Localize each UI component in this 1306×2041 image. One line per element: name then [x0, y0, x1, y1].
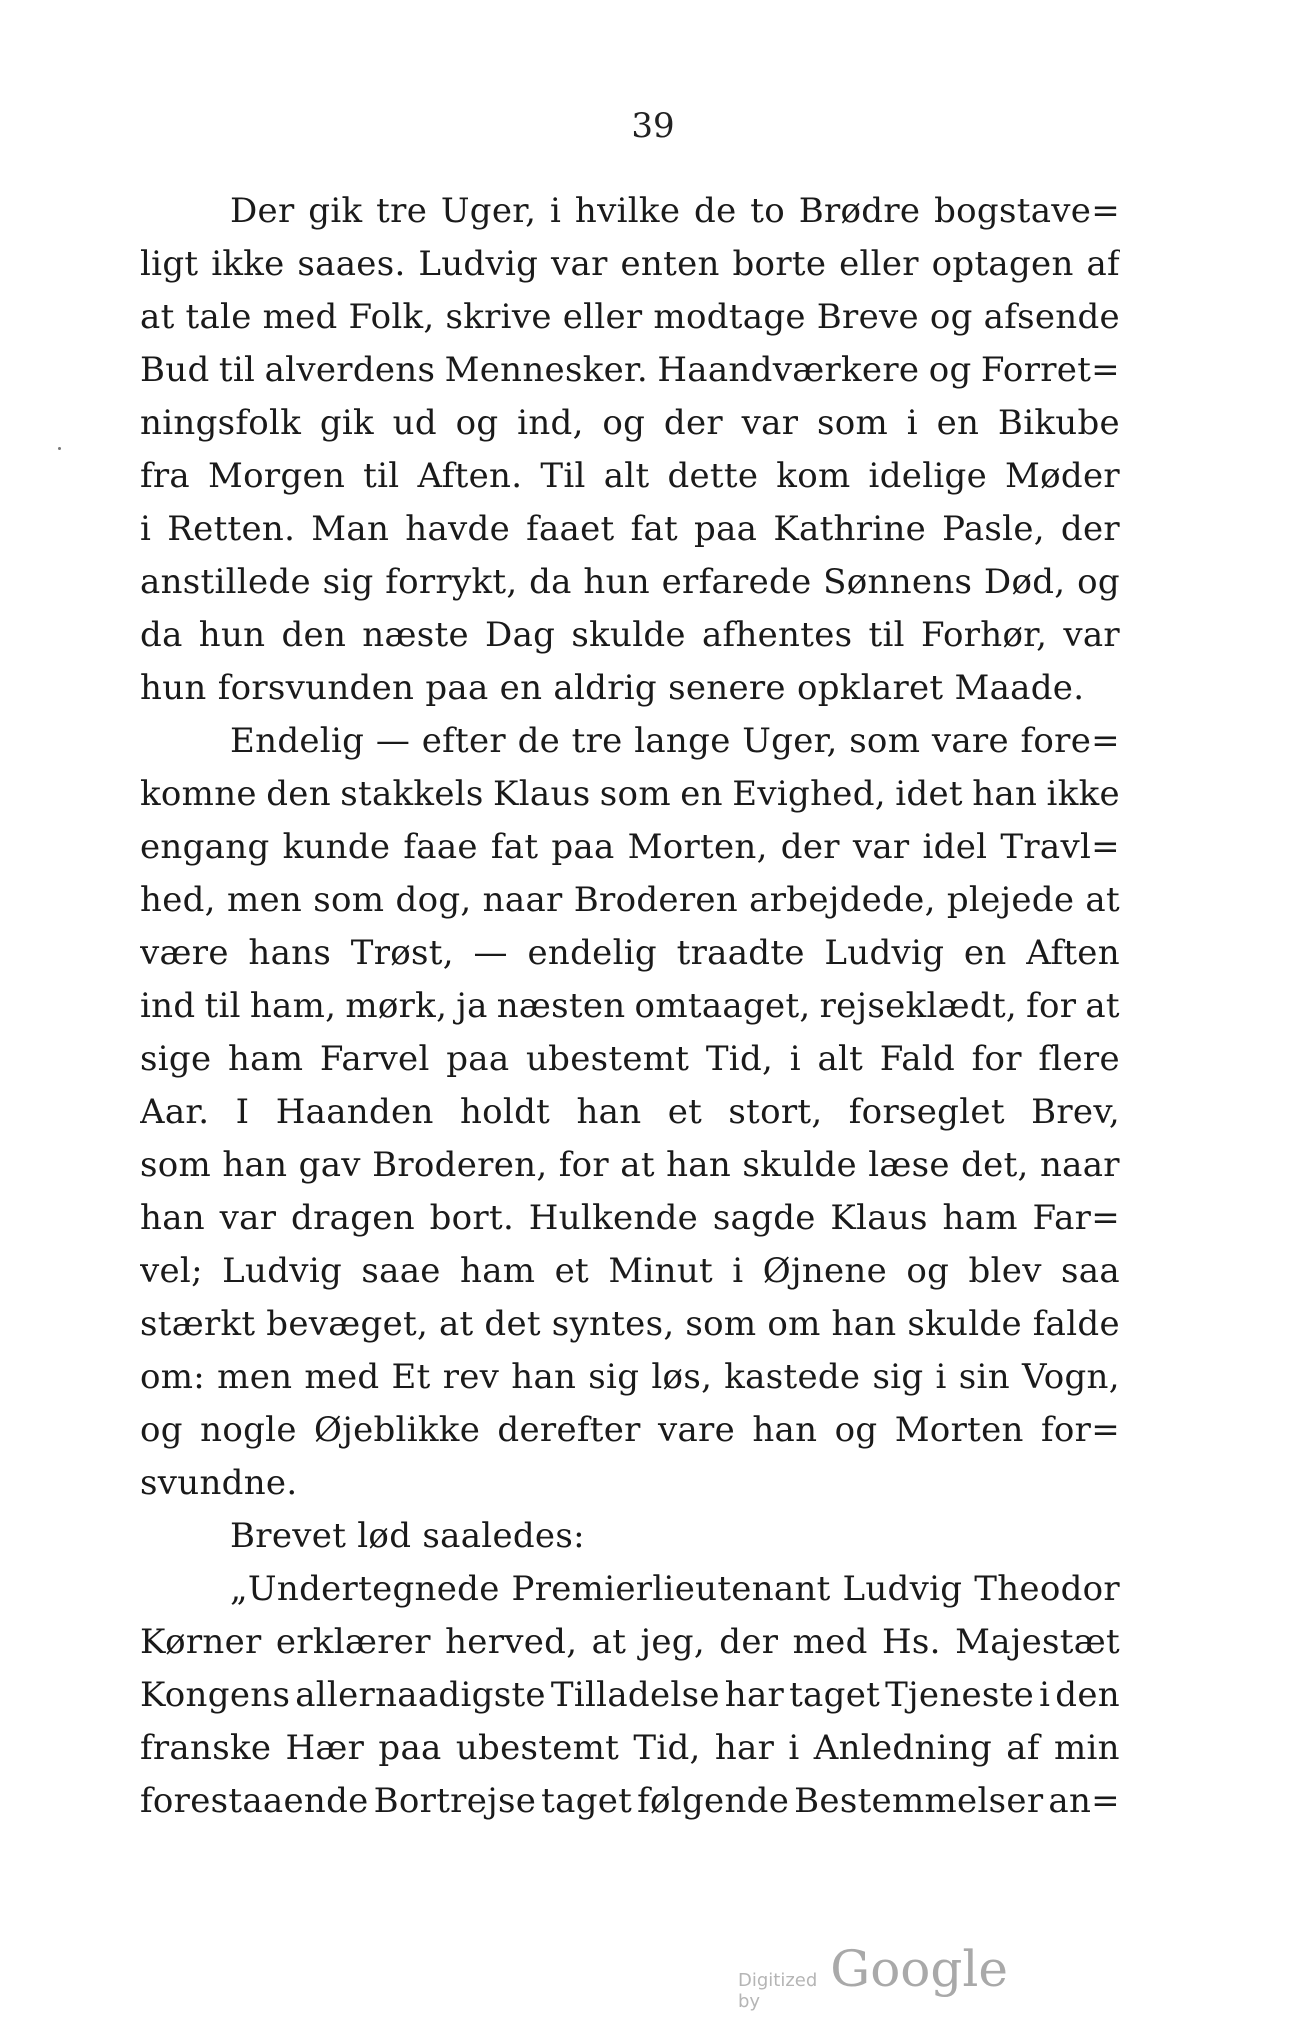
text-line: hed, men som dog, naar Broderen arbejdede, plejede at: [140, 880, 1120, 920]
text-line: om: men med Et rev han sig løs, kastede sig i sin Vogn,: [140, 1357, 1120, 1397]
text-line: hun forsvunden paa en aldrig senere opklaret Maade.: [140, 668, 1085, 708]
text-line: og nogle Øjeblikke derefter vare han og Morten for=: [140, 1410, 1120, 1450]
watermark-prefix: Digitized by: [738, 1970, 818, 2012]
body-text: [140, 185, 1120, 1828]
text-line: Der gik tre Uger, i hvilke de to Brødre bogstave=: [230, 191, 1120, 231]
text-line: anstillede sig forrykt, da hun erfarede Sønnens Død, og: [140, 562, 1120, 602]
text-line: Bud til alverdens Mennesker. Haandværkere og Forret=: [140, 350, 1120, 390]
text-line: forestaaende Bortrejse taget følgende Bestemmelser an=: [140, 1781, 1120, 1821]
text-line: da hun den næste Dag skulde afhentes til Forhør, var: [140, 615, 1120, 655]
text-line: komne den stakkels Klaus som en Evighed, idet han ikke: [140, 774, 1120, 814]
text-line: engang kunde faae fat paa Morten, der var idel Travl=: [140, 827, 1120, 867]
text-line: Brevet lød saaledes:: [230, 1516, 585, 1556]
google-logo: Google: [830, 1940, 1008, 1998]
text-line: være hans Trøst, — endelig traadte Ludvig en Aften: [140, 933, 1120, 973]
text-line: Kongens allernaadigste Tilladelse har taget Tjeneste i den: [140, 1675, 1120, 1715]
text-line: svundne.: [140, 1463, 298, 1503]
text-line: vel; Ludvig saae ham et Minut i Øjnene og blev saa: [140, 1251, 1120, 1291]
text-line: ligt ikke saaes. Ludvig var enten borte eller optagen af: [140, 244, 1120, 284]
text-line: fra Morgen til Aften. Til alt dette kom idelige Møder: [140, 456, 1120, 496]
text-line: „Undertegnede Premierlieutenant Ludvig Theodor: [230, 1569, 1120, 1609]
text-line: ningsfolk gik ud og ind, og der var som i en Bikube: [140, 403, 1120, 443]
text-line: ind til ham, mørk, ja næsten omtaaget, rejseklædt, for at: [140, 986, 1120, 1026]
digitized-by-google-watermark: [738, 1940, 1008, 2012]
text-line: stærkt bevæget, at det syntes, som om han skulde falde: [140, 1304, 1120, 1344]
page-number: 39: [631, 106, 675, 146]
text-line: Kørner erklærer herved, at jeg, der med Hs. Majestæt: [140, 1622, 1120, 1662]
text-line: sige ham Farvel paa ubestemt Tid, i alt Fald for flere: [140, 1039, 1120, 1079]
paper-speck: [58, 447, 61, 450]
text-line: Aar. I Haanden holdt han et stort, forseglet Brev,: [140, 1092, 1120, 1132]
text-line: franske Hær paa ubestemt Tid, har i Anledning af min: [140, 1728, 1120, 1768]
text-line: i Retten. Man havde faaet fat paa Kathrine Pasle, der: [140, 509, 1120, 549]
text-line: at tale med Folk, skrive eller modtage Breve og afsende: [140, 297, 1120, 337]
text-line: Endelig — efter de tre lange Uger, som vare fore=: [230, 721, 1120, 761]
text-line: han var dragen bort. Hulkende sagde Klaus ham Far=: [140, 1198, 1120, 1238]
text-line: som han gav Broderen, for at han skulde læse det, naar: [140, 1145, 1120, 1185]
